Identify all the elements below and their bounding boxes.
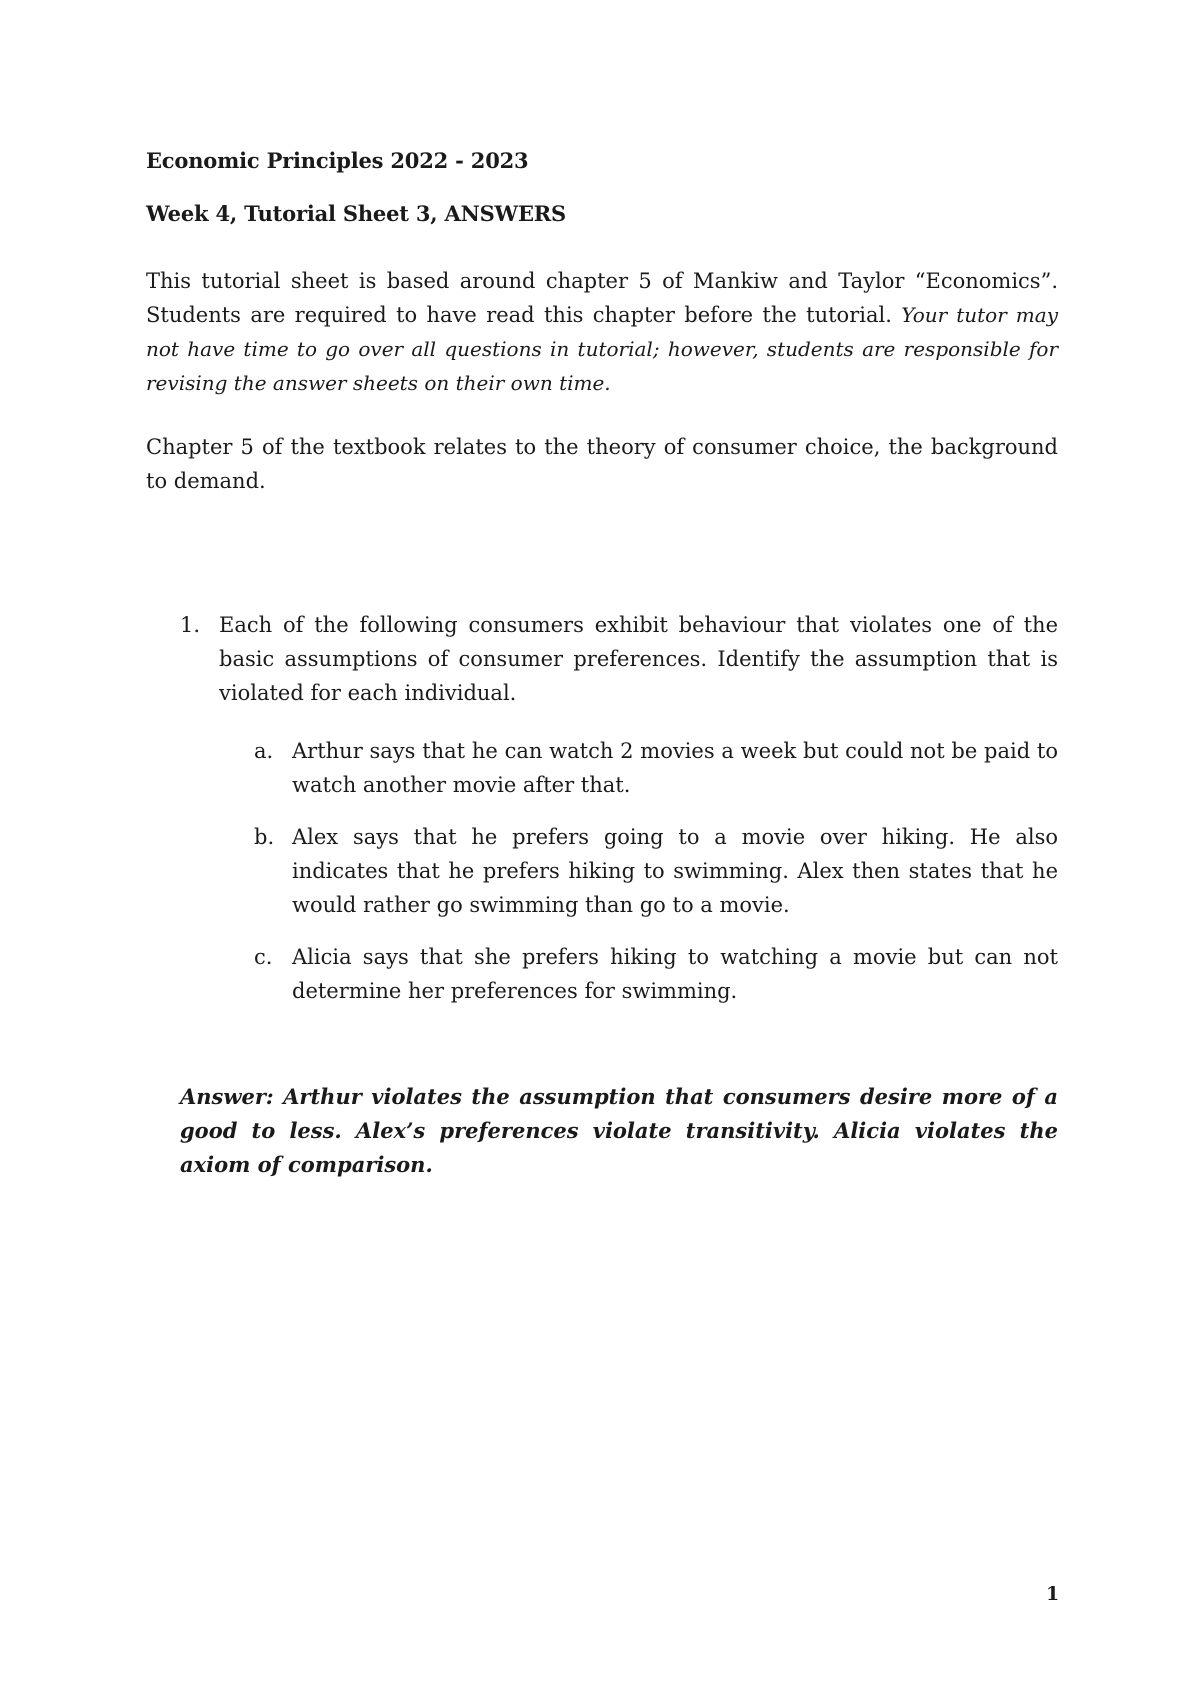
page-number: 1 bbox=[1046, 1583, 1060, 1605]
item-letter-a: a. bbox=[254, 739, 274, 763]
item-text-a: Arthur says that he can watch 2 movies a week but could not be paid to watch another movie after that. bbox=[292, 739, 1058, 797]
document-title: Economic Principles 2022 - 2023 bbox=[146, 148, 529, 173]
item-letter-c: c. bbox=[254, 945, 273, 969]
item-letter-b: b. bbox=[254, 825, 275, 849]
question-text: Each of the following consumers exhibit behaviour that violates one of the basic assumptions of consumer preferences. Identify the assumption that is violated for each individual. bbox=[219, 613, 1058, 705]
question-number: 1. bbox=[180, 613, 201, 637]
intro-italic-note: Your tutor may not have time to go over all questions in tutorial; however, students are responsible for revising the answer sheets on their own time. bbox=[146, 303, 1058, 395]
chapter-note: Chapter 5 of the textbook relates to the theory of consumer choice, the background to demand. bbox=[146, 435, 1058, 493]
intro-paragraph bbox=[146, 264, 1058, 400]
intro-text: This tutorial sheet is based around chapter 5 of Mankiw and Taylor “Economics”. Students are required to have read this chapter before the tutorial. bbox=[146, 269, 1058, 327]
answer-paragraph: Answer: Arthur violates the assumption that consumers desire more of a good to less. Alex’s preferences violate transitivity. Alicia violates the axiom of comparison. bbox=[180, 1084, 1058, 1177]
item-text-c: Alicia says that she prefers hiking to watching a movie but can not determine her preferences for swimming. bbox=[292, 945, 1058, 1003]
item-text-b: Alex says that he prefers going to a movie over hiking. He also indicates that he prefers hiking to swimming. Alex then states that he would rather go swimming than go to a movie. bbox=[292, 825, 1058, 917]
document-subtitle: Week 4, Tutorial Sheet 3, ANSWERS bbox=[146, 201, 566, 226]
